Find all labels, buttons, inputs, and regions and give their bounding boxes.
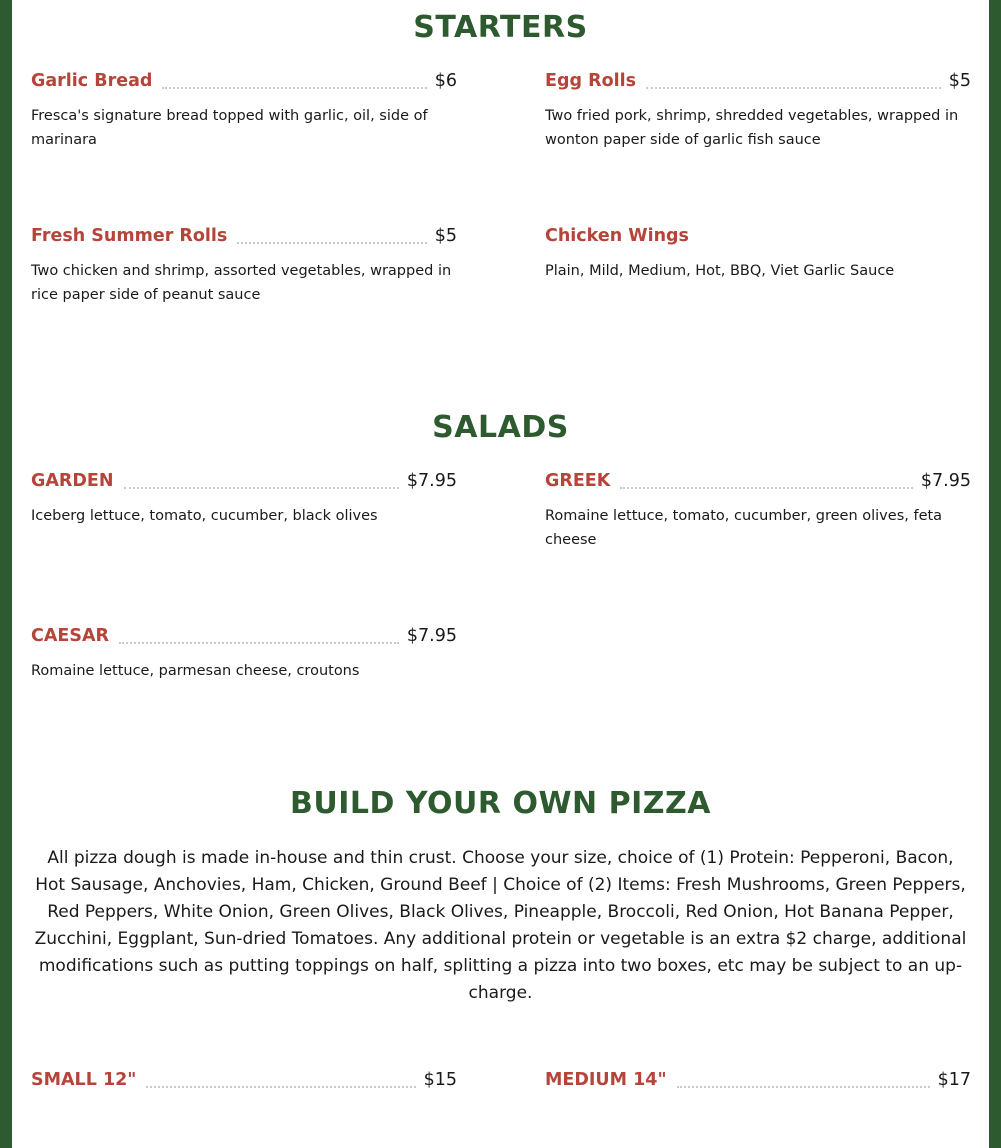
item-name: Fresh Summer Rolls	[31, 226, 228, 246]
menu-item-egg-rolls	[545, 66, 971, 152]
item-name: MEDIUM 14"	[545, 1070, 667, 1090]
menu-item-chicken-wings	[545, 221, 971, 283]
menu-item-fresh-summer-rolls	[31, 221, 457, 307]
item-price: $5	[434, 226, 457, 246]
item-price: $7.95	[406, 626, 457, 646]
salads-title: SALADS	[432, 410, 569, 445]
item-name: Chicken Wings	[545, 226, 689, 246]
starters-title: STARTERS	[413, 10, 588, 45]
menu-item-small-pizza	[31, 1065, 457, 1091]
item-description: Romaine lettuce, tomato, cucumber, green olives, feta cheese	[545, 508, 943, 548]
item-name: Egg Rolls	[545, 71, 637, 91]
item-description: Fresca's signature bread topped with garlic, oil, side of marinara	[31, 108, 428, 148]
dotted-leader	[162, 87, 426, 89]
item-price: $7.95	[406, 471, 457, 491]
dotted-leader	[119, 642, 399, 644]
menu-item-caesar	[31, 621, 457, 683]
dotted-leader	[124, 487, 399, 489]
item-price: $6	[434, 71, 457, 91]
menu-item-garden	[31, 466, 457, 528]
dotted-leader	[237, 242, 426, 244]
item-description: Plain, Mild, Medium, Hot, BBQ, Viet Garlic Sauce	[545, 263, 895, 279]
item-description: Two chicken and shrimp, assorted vegetables, wrapped in rice paper side of peanut sauce	[31, 263, 452, 303]
dotted-leader	[646, 87, 941, 89]
item-price: $7.95	[920, 471, 971, 491]
pizza-intro: All pizza dough is made in-house and thin crust. Choose your size, choice of (1) Protein: Pepperoni, Bacon, Hot Sausage, Anchovies, Ham, Chicken, Ground Beef | Choice of (2) Items: Fresh Mushrooms, Green Peppers, Red Peppers, White Onion, Green Olives, Black Olives, Pineapple, Broccoli, Red Onion, Hot Banana Pepper, Zucchini, Eggplant, Sun-dried Tomatoes. Any additional protein or vegetable is an extra $2 charge, additional modifications such as putting toppings on half, splitting a pizza into two boxes, etc may be subject to an up-charge.	[34, 848, 967, 1003]
item-name: Garlic Bread	[31, 71, 153, 91]
menu-page	[12, 0, 989, 1148]
item-price: $5	[948, 71, 971, 91]
dotted-leader	[620, 487, 913, 489]
item-description: Iceberg lettuce, tomato, cucumber, black olives	[31, 508, 378, 524]
item-description: Two fried pork, shrimp, shredded vegetables, wrapped in wonton paper side of garlic fish sauce	[545, 108, 959, 148]
item-name: SMALL 12"	[31, 1070, 137, 1090]
dotted-leader	[146, 1086, 415, 1088]
item-price: $17	[937, 1070, 971, 1090]
item-name: GREEK	[545, 471, 611, 491]
pizza-title: BUILD YOUR OWN PIZZA	[290, 786, 711, 821]
item-description: Romaine lettuce, parmesan cheese, croutons	[31, 663, 360, 679]
menu-item-medium-pizza	[545, 1065, 971, 1091]
item-name: GARDEN	[31, 471, 114, 491]
menu-item-greek	[545, 466, 971, 552]
menu-item-garlic-bread	[31, 66, 457, 152]
dotted-leader	[677, 1086, 930, 1088]
item-price: $15	[423, 1070, 457, 1090]
item-name: CAESAR	[31, 626, 109, 646]
